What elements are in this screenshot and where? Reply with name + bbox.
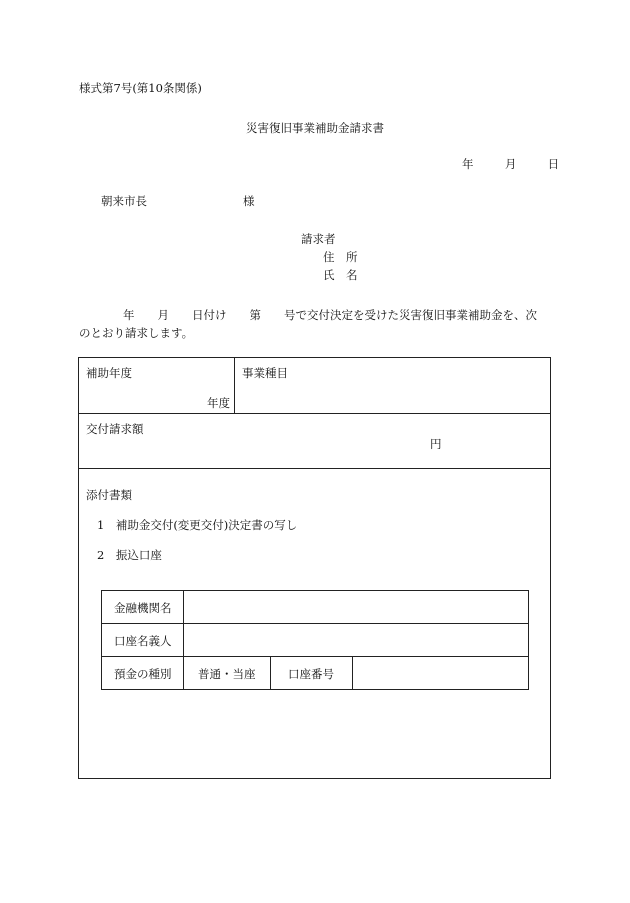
attachments-label: 添付書類 [86,488,132,502]
requester-name-label: 氏 名 [323,268,358,282]
date-day: 日 [547,157,560,171]
bank-col-divider-2 [270,656,271,690]
requester-label: 請求者 [301,232,336,246]
deposit-type-value: 普通・当座 [198,667,256,681]
request-statement-line-2: のとおり請求します。 [79,326,194,340]
bank-row-separator-2 [102,656,528,657]
row1-divider [234,358,235,414]
account-number-label: 口座番号 [288,667,334,681]
addressee-name: 朝来市長 [101,194,147,208]
addressee [101,193,255,209]
date-line [462,156,559,172]
bank-col-divider-3 [352,656,353,690]
bank-account-table [101,590,529,690]
deposit-type-label: 預金の種別 [114,667,172,681]
subsidy-year-unit: 年度 [207,396,230,410]
form-number-label: 様式第7号(第10条関係) [79,81,202,95]
request-statement [79,306,551,342]
addressee-honorific: 様 [243,194,255,208]
row-separator-2 [79,468,550,469]
request-statement-line-1: 年 月 日付け 第 号で交付決定を受けた災害復旧事業補助金を、次 [123,308,537,322]
attachment-item-1: 1 補助金交付(変更交付)決定書の写し [97,518,298,532]
document-title: 災害復旧事業補助金請求書 [246,121,384,135]
request-table [78,357,551,779]
subsidy-year-label: 補助年度 [86,366,132,380]
bank-col-divider-1 [183,591,184,690]
project-type-label: 事業種目 [242,366,288,380]
attachment-item-2: 2 振込口座 [97,548,162,562]
bank-institution-label: 金融機関名 [114,601,172,615]
account-holder-label: 口座名義人 [114,634,172,648]
requester-address-label: 住 所 [323,250,358,264]
request-amount-label: 交付請求額 [86,422,144,436]
row-separator-1 [79,413,550,414]
date-year: 年 [462,157,474,171]
bank-row-separator-1 [102,623,528,624]
date-month: 月 [504,157,517,171]
yen-unit: 円 [430,437,442,451]
